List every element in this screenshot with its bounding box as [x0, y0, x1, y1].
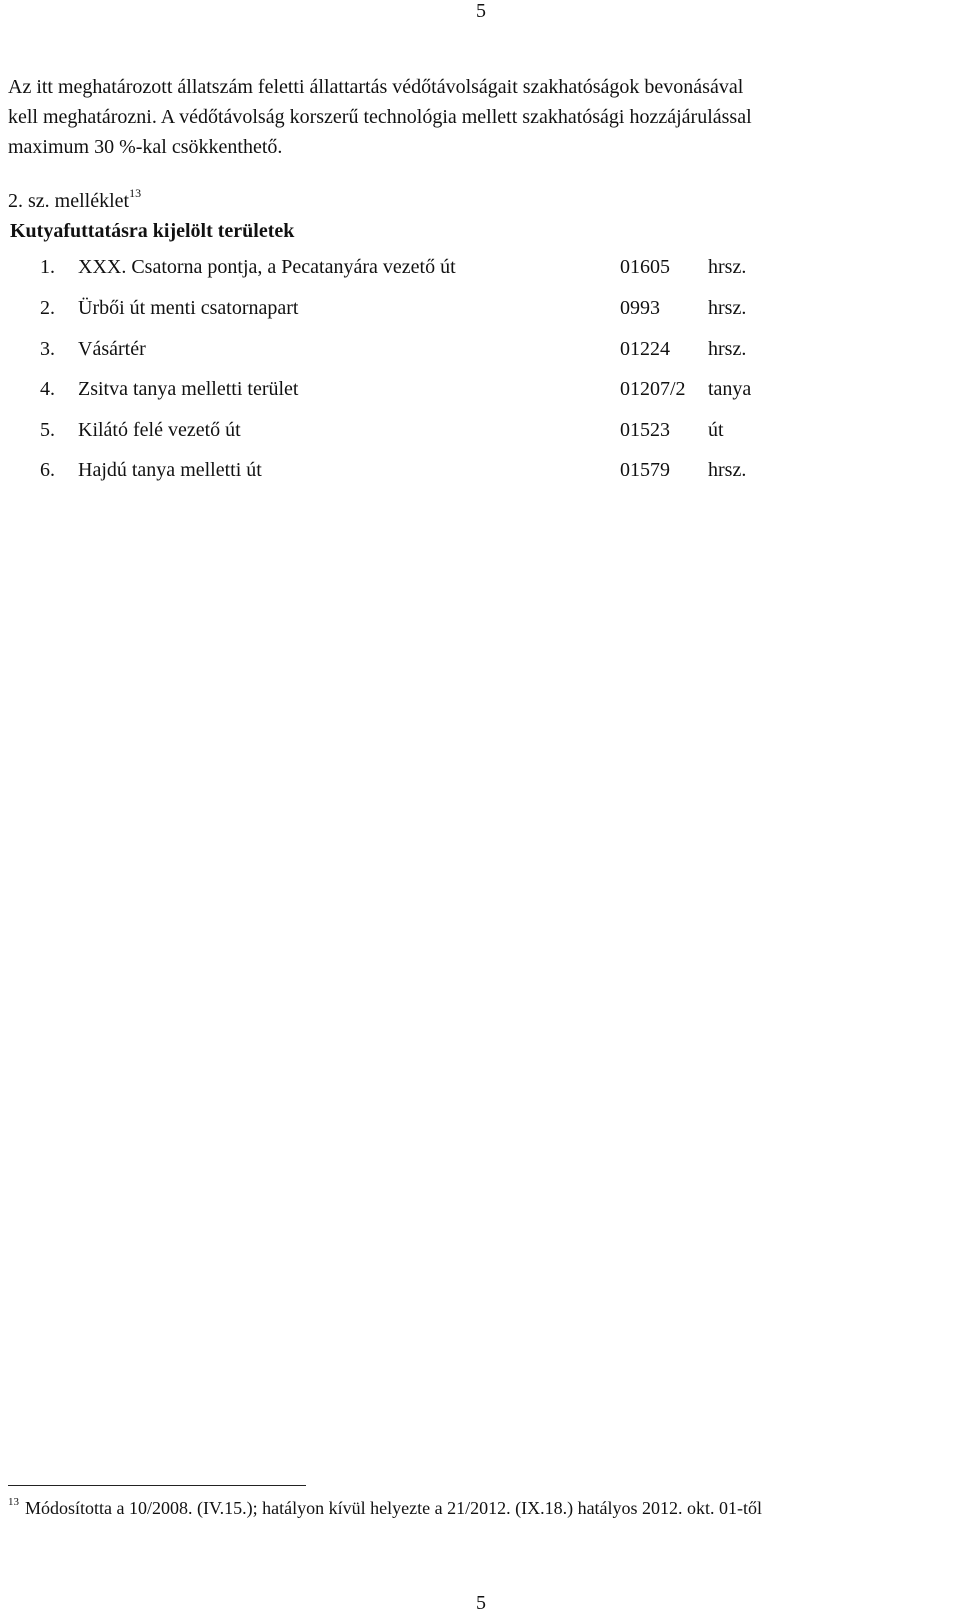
item-name: Kilátó felé vezető út	[78, 419, 241, 441]
intro-line: kell meghatározni. A védőtávolság korszerű technológia mellett szakhatósági hozzájárulással	[8, 106, 752, 128]
item-code: 01523	[620, 419, 670, 441]
item-name: Vásártér	[78, 338, 146, 360]
item-name: Ürbői út menti csatornapart	[78, 297, 299, 319]
item-unit: hrsz.	[708, 338, 747, 360]
footnote-text: Módosította a 10/2008. (IV.15.); hatályon kívül helyezte a 21/2012. (IX.18.) hatályos 2012. okt. 01-től	[25, 1498, 763, 1518]
annex-label	[8, 186, 141, 213]
section-heading: Kutyafuttatásra kijelölt területek	[10, 220, 295, 242]
item-unit: hrsz.	[708, 297, 747, 319]
footnote-marker: 13	[8, 1496, 19, 1508]
annex-label-text: 2. sz. melléklet	[8, 190, 130, 212]
item-code: 01207/2	[620, 378, 686, 400]
item-code: 01579	[620, 459, 670, 481]
item-code: 01224	[620, 338, 670, 360]
item-number: 6.	[40, 459, 55, 481]
item-unit: út	[708, 419, 724, 441]
intro-line: maximum 30 %-kal csökkenthető.	[8, 136, 283, 158]
item-number: 2.	[40, 297, 55, 319]
item-number: 1.	[40, 256, 55, 278]
item-number: 3.	[40, 338, 55, 360]
item-code: 01605	[620, 256, 670, 278]
footnote	[8, 1496, 762, 1519]
page-number-bottom: 5	[476, 1592, 486, 1614]
page-number-top: 5	[476, 0, 486, 22]
footnote-divider	[8, 1485, 306, 1486]
intro-line: Az itt meghatározott állatszám feletti állattartás védőtávolságait szakhatóságok bevonásával	[8, 76, 744, 98]
item-unit: tanya	[708, 378, 752, 400]
item-name: Zsitva tanya melletti terület	[78, 378, 299, 400]
item-name: XXX. Csatorna pontja, a Pecatanyára vezető út	[78, 256, 456, 278]
footnote-reference: 13	[129, 186, 142, 200]
item-code: 0993	[620, 297, 660, 319]
item-unit: hrsz.	[708, 459, 747, 481]
item-name: Hajdú tanya melletti út	[78, 459, 262, 481]
item-number: 4.	[40, 378, 55, 400]
item-unit: hrsz.	[708, 256, 747, 278]
intro-paragraph	[8, 72, 953, 162]
item-number: 5.	[40, 419, 55, 441]
